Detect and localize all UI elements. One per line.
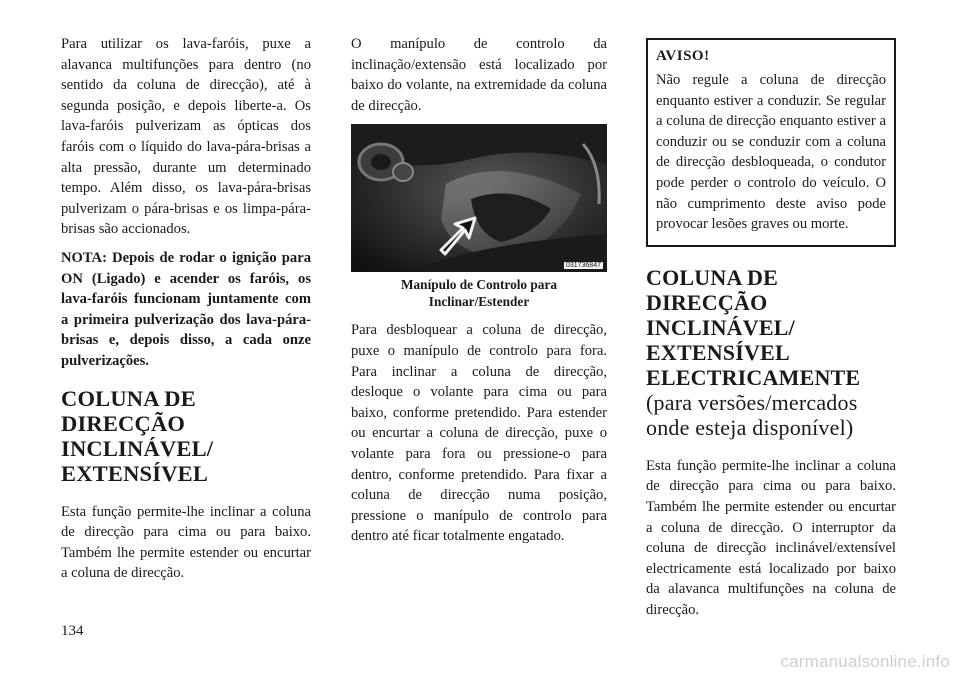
paragraph-power-tilt-description: Esta função permite-lhe inclinar a coluna de direcção para cima ou para baixo. Também lhe permite estender ou encurtar a coluna de direcção. O interruptor da coluna de direcção inclinável/extensível electricamente está localizado por baixo da alavanca multifunções na coluna de direcção.	[646, 457, 896, 618]
figure-tilt-control-lever	[351, 124, 607, 272]
section-heading-tilt-column: COLUNA DE DIRECÇÃO INCLINÁVEL/ EXTENSÍVEL	[61, 385, 214, 486]
column-right	[646, 34, 896, 629]
section-heading-power-tilt	[646, 265, 896, 440]
figure-code: 031736847	[565, 262, 601, 270]
page-number: 134	[61, 623, 84, 639]
warning-box	[646, 38, 896, 247]
paragraph-control-location: O manípulo de controlo da inclinação/extensão está localizado por baixo do volante, na extremidade da coluna de direcção.	[351, 36, 607, 114]
column-middle	[351, 34, 607, 555]
note-paragraph: NOTA: Depois de rodar o ignição para ON (Ligado) e acender os faróis, os lava-faróis funcionam juntamente com a primeira pulverização dos lava-pára-brisas e, depois disso, a cada onze pulverizações.	[61, 249, 311, 369]
warning-text: Não regule a coluna de direcção enquanto estiver a conduzir. Se regular a coluna de direcção enquanto estiver a conduzir ou se conduzir com a coluna de direcção desbloqueada, o condutor pode perder o controlo do veículo. O não cumprimento deste aviso pode provocar lesões graves ou morte.	[656, 72, 886, 233]
paragraph-tilt-description: Esta função permite-lhe inclinar a coluna de direcção para cima ou para baixo. Também lhe permite estender ou encurtar a coluna de direcção.	[61, 503, 311, 582]
heading-parenthetical: (para versões/mercados onde esteja disponível)	[646, 389, 858, 440]
column-left	[61, 34, 311, 592]
heading-main: COLUNA DE DIRECÇÃO INCLINÁVEL/ EXTENSÍVEL ELECTRICAMENTE	[646, 264, 861, 390]
paragraph-adjust-instructions: Para desbloquear a coluna de direcção, puxe o manípulo de controlo para fora. Para inclinar a coluna de direcção, desloque o volante para cima ou para baixo, conforme pretendido. Para estender ou encurtar a coluna de direcção, puxe o volante para fora ou pressione-o para dentro, conforme pretendido. Para fixar a coluna de direcção numa posição, pressione o manípulo de controlo para dentro até ficar totalmente engatado.	[351, 322, 607, 545]
steering-column-photo	[351, 124, 607, 272]
watermark: carmanualsonline.info	[780, 652, 950, 671]
figure-caption: Manípulo de Controlo para Inclinar/Estender	[400, 277, 557, 310]
paragraph-headlamp-washers: Para utilizar os lava-faróis, puxe a alavanca multifunções para dentro (no sentido da coluna de direcção), até à segunda posição, e depois liberte-a. Os lava-faróis pulverizam as ópticas dos faróis com o líquido do lava-pára-brisas a alta pressão, durante um determinado tempo. Além disso, os lava-pára-brisas pulverizam o pára-brisas e os limpa-pára-brisas são accionados.	[61, 36, 311, 238]
warning-title: AVISO!	[656, 48, 710, 64]
